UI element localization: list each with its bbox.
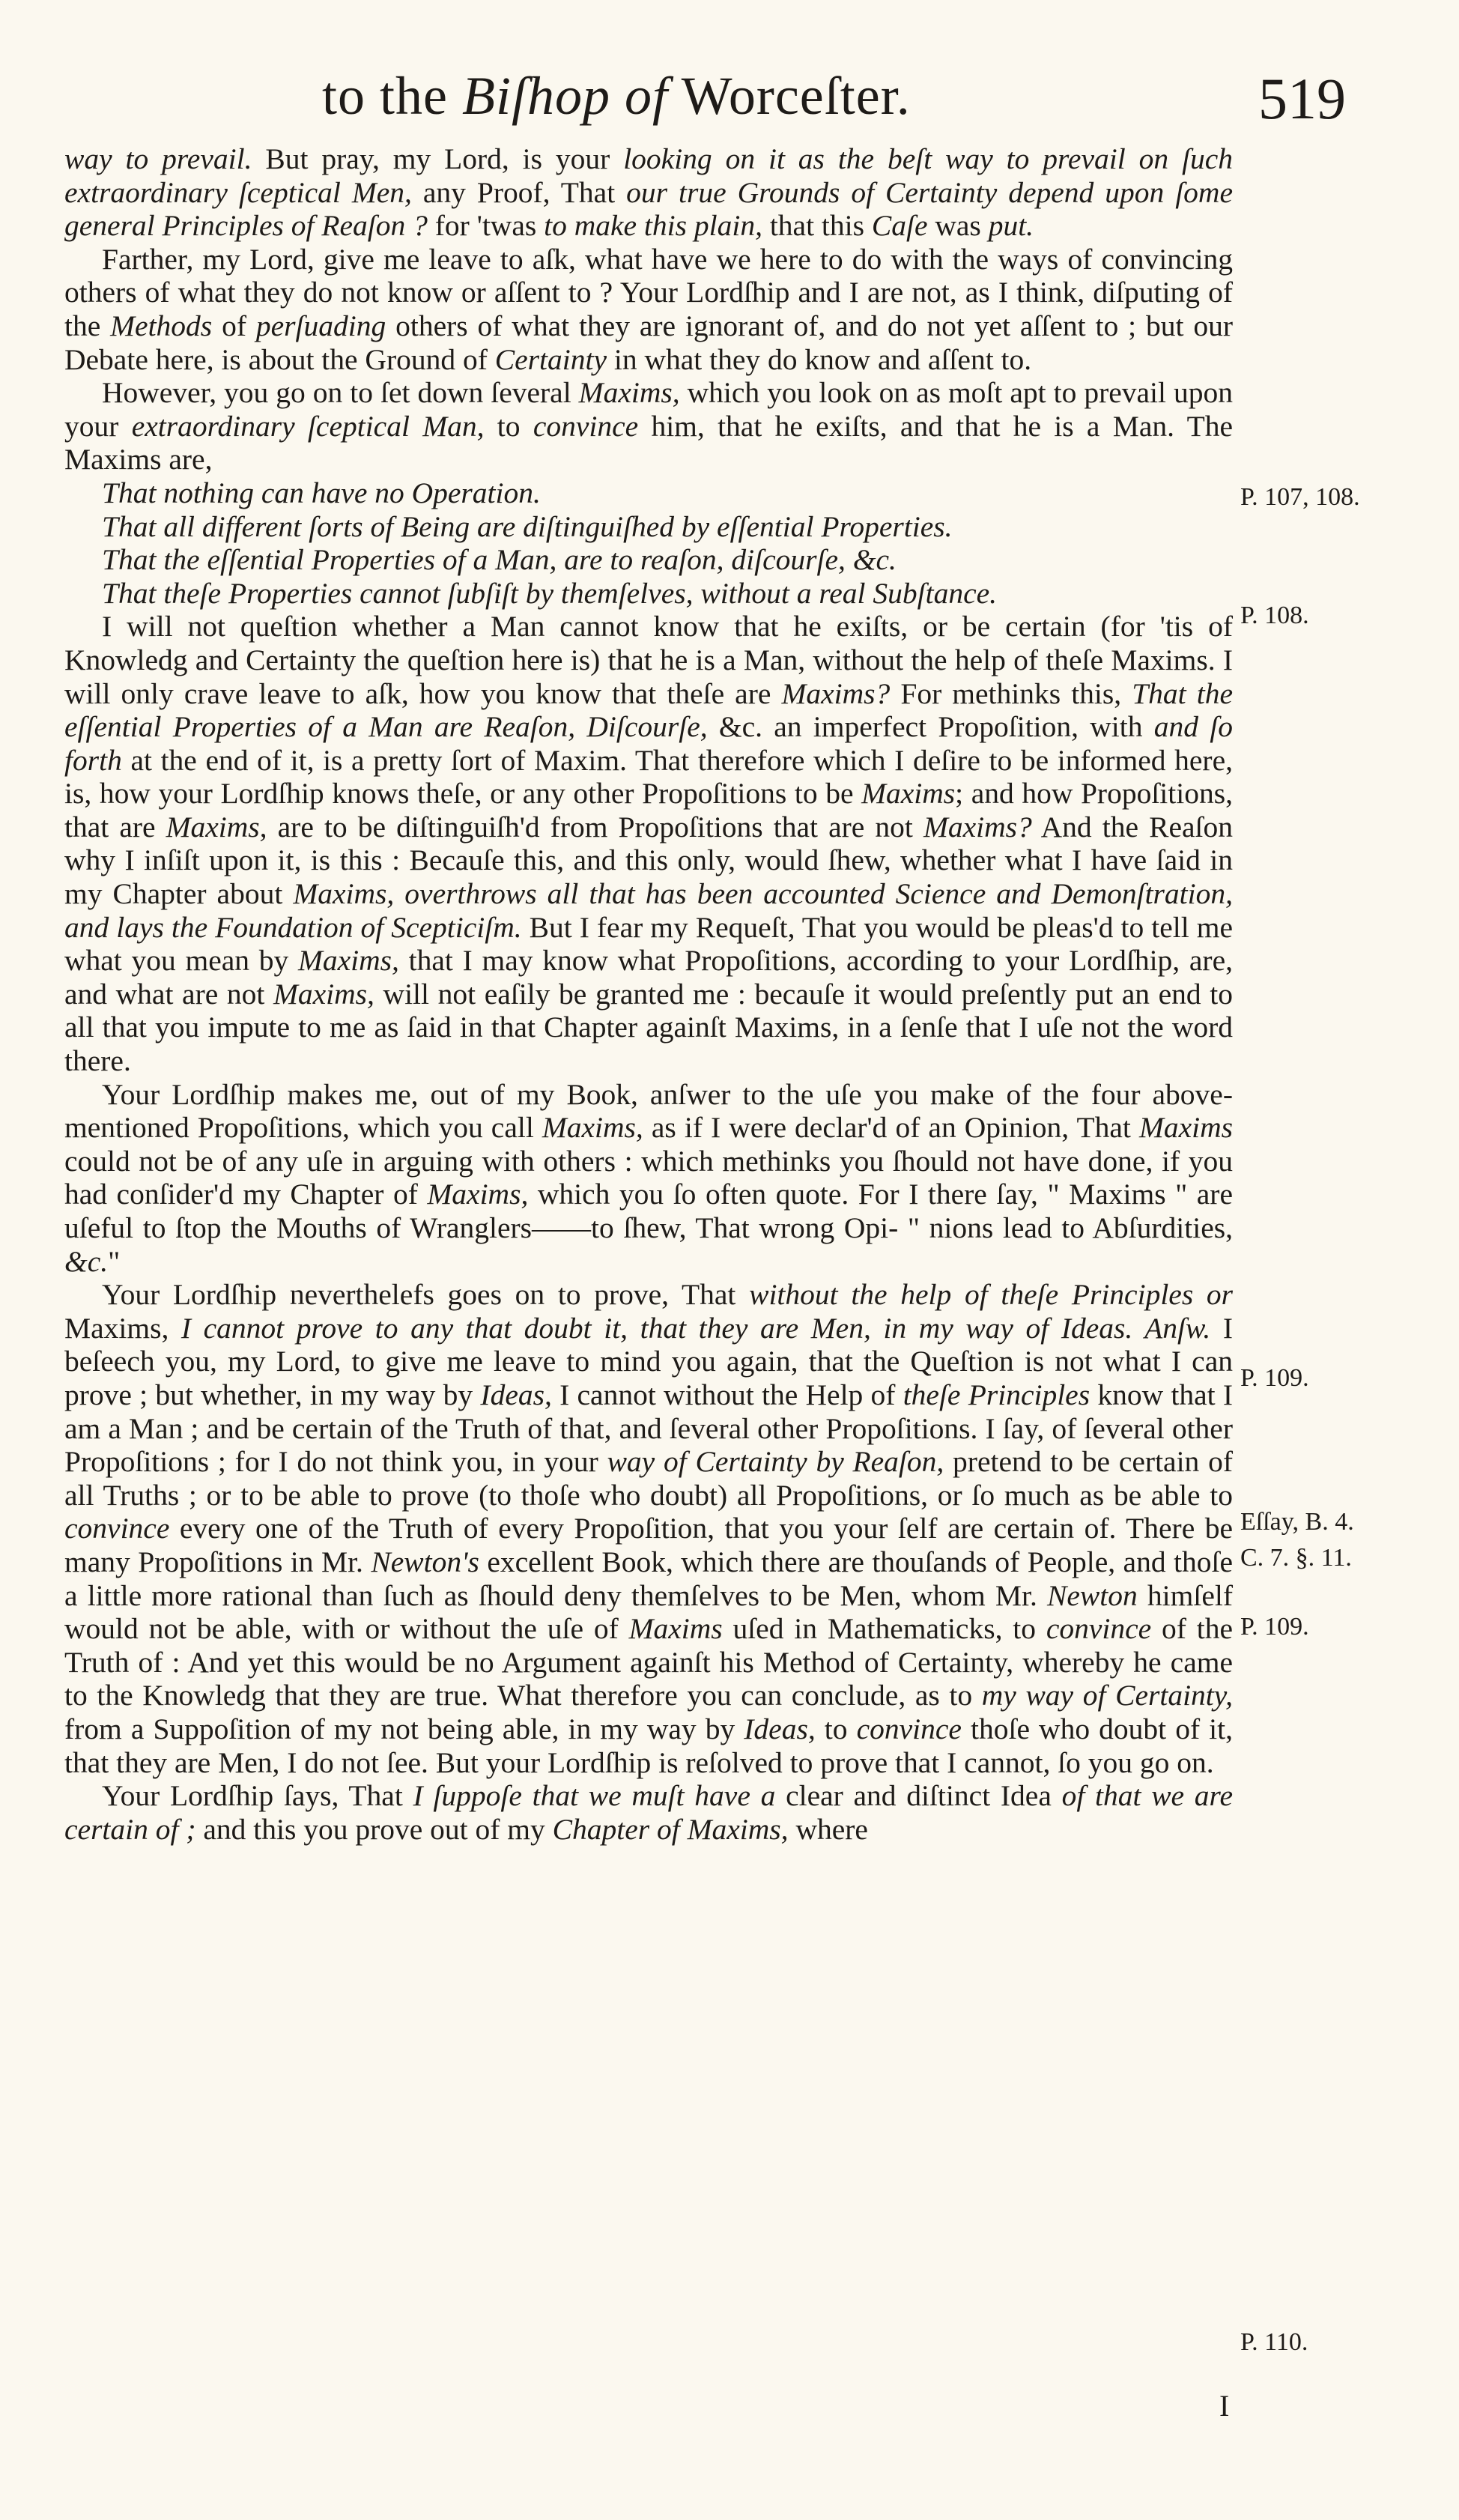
maxim: That all different ſorts of Being are diſtinguiſhed by eſſential Properties. xyxy=(102,509,953,543)
page-number: 519 xyxy=(1258,66,1346,131)
maxim: That theſe Properties cannot ſubſiſt by themſelves, without a real Subſtance. xyxy=(102,576,998,610)
paragraph: I will not queſtion whether a Man cannot know that he exiſts, or be certain (for 'tis of Knowledg and Certainty the queſtion here is) that he is a Man, without the help of theſe Maxims. I will only crave leave to aſk, how you know that theſe are Maxims? For methinks this, That the eſſential Properties of a Man are Reaſon, Diſcourſe, &c. an imperfect Propoſition, with and ſo forth at the end of it, is a pretty ſort of Maxim. That therefore which I deſire to be informed here, is, how your Lordſhip knows theſe, or any other Propoſitions to be Maxims; and how Propoſitions, that are Maxims, are to be diſtinguiſh'd from Propoſitions that are not Maxims? And the Reaſon why I inſiſt upon it, is this : Becauſe this, and this only, would ſhew, whether what I have ſaid in my Chapter about Maxims, overthrows all that has been accounted Science and Demonſtration, and lays the Foundation of Scepticiſm. But I fear my Requeſt, That you would be pleas'd to tell me what you mean by Maxims, that I may know what Propoſitions, according to your Lordſhip, are, and what are not Maxims, will not eaſily be granted me : becauſe it would preſently put an end to all that you impute to me as ſaid in that Chapter againſt Maxims, in a ſenſe that I uſe not the word there. xyxy=(64,610,1233,1078)
margin-note: Eſſay, B. 4. xyxy=(1240,1508,1354,1536)
margin-note: P. 107, 108. xyxy=(1240,483,1360,511)
paragraph: However, you go on to ſet down ſeveral Maxims, which you look on as moſt apt to prevail upon your extraordinary ſceptical Man, to convince him, that he exiſts, and that he is a Man. The Maxims are, xyxy=(64,376,1234,476)
paragraph: Farther, my Lord, give me leave to aſk, what have we here to do with the ways of convincing others of what they do not know or aſſent to ? Your Lordſhip and I are not, as I think, diſputing of the Methods of perſuading others of what they are ignorant of, and do not yet aſſent to ; but our Debate here, is about the Ground of Certainty in what they do know and aſſent to. xyxy=(64,242,1233,376)
running-title xyxy=(322,58,911,133)
title-part: Worceſter. xyxy=(667,66,911,126)
paragraph: Your Lordſhip ſays, That I ſuppoſe that we muſt have a clear and diſtinct Idea of that we are certain of ; and this you prove out of my Chapter of Maxims, where xyxy=(64,1779,1233,1846)
margin-note: P. 108. xyxy=(1240,602,1309,629)
margin-note: P. 110. xyxy=(1240,2328,1308,2356)
running-header xyxy=(0,58,1459,141)
body-text xyxy=(64,142,1233,1846)
title-part-italic: Biſhop of xyxy=(461,66,668,126)
margin-note: P. 109. xyxy=(1240,1613,1309,1641)
margin-note: C. 7. §. 11. xyxy=(1240,1544,1352,1572)
catchword: I xyxy=(1219,2389,1230,2423)
maxim: That the eſſential Properties of a Man, are to reaſon, diſcourſe, &c. xyxy=(102,543,897,577)
margin-note: P. 109. xyxy=(1240,1364,1309,1392)
title-part: to the xyxy=(322,66,462,126)
paragraph: Your Lordſhip makes me, out of my Book, anſwer to the uſe you make of the four above-mentioned Propoſitions, which you call Maxims, as if I were declar'd of an Opinion, That Maxims could not be of any uſe in arguing with others : which methinks you ſhould not have done, if you had conſider'd my Chapter of Maxims, which you ſo often quote. For I there ſay, " Maxims " are uſeful to ſtop the Mouths of Wranglers——to ſhew, That wrong Opi- " nions lead to Abſurdities, &c." xyxy=(64,1077,1233,1278)
paragraph: way to prevail. But pray, my Lord, is your looking on it as the beſt way to prevail on ſuch extraordinary ſceptical Men, any Proof, That our true Grounds of Certainty depend upon ſome general Principles of Reaſon ? for 'twas to make this plain, that this Caſe was put. xyxy=(64,142,1233,243)
paragraph: Your Lordſhip neverthelefs goes on to prove, That without the help of theſe Principles or Maxims, I cannot prove to any that doubt it, that they are Men, in my way of Ideas. Anſw. I beſeech you, my Lord, to give me leave to mind you again, that the Queſtion is not what I can prove ; but whether, in my way by Ideas, I cannot without the Help of theſe Principles know that I am a Man ; and be certain of the Truth of that, and ſeveral other Propoſitions. I ſay, of ſeveral other Propoſitions ; for I do not think you, in your way of Certainty by Reaſon, pretend to be certain of all Truths ; or to be able to prove (to thoſe who doubt) all Propoſitions, or ſo much as be able to convince every one of the Truth of every Propoſition, that you your ſelf are certain of. There be many Propoſitions in Mr. Newton's excellent Book, which there are thouſands of People, and thoſe a little more rational than ſuch as ſhould deny themſelves to be Men, whom Mr. Newton himſelf would not be able, with or without the uſe of Maxims uſed in Mathematicks, to convince of the Truth of : And yet this would be no Argument againſt his Method of Certainty, whereby he came to the Knowledg that they are true. What therefore you can conclude, as to my way of Certainty, from a Suppoſition of my not being able, in my way by Ideas, to convince thoſe who doubt of it, that they are Men, I do not ſee. But your Lordſhip is reſolved to prove that I cannot, ſo you go on. xyxy=(64,1278,1234,1779)
maxim: That nothing can have no Operation. xyxy=(102,476,541,509)
